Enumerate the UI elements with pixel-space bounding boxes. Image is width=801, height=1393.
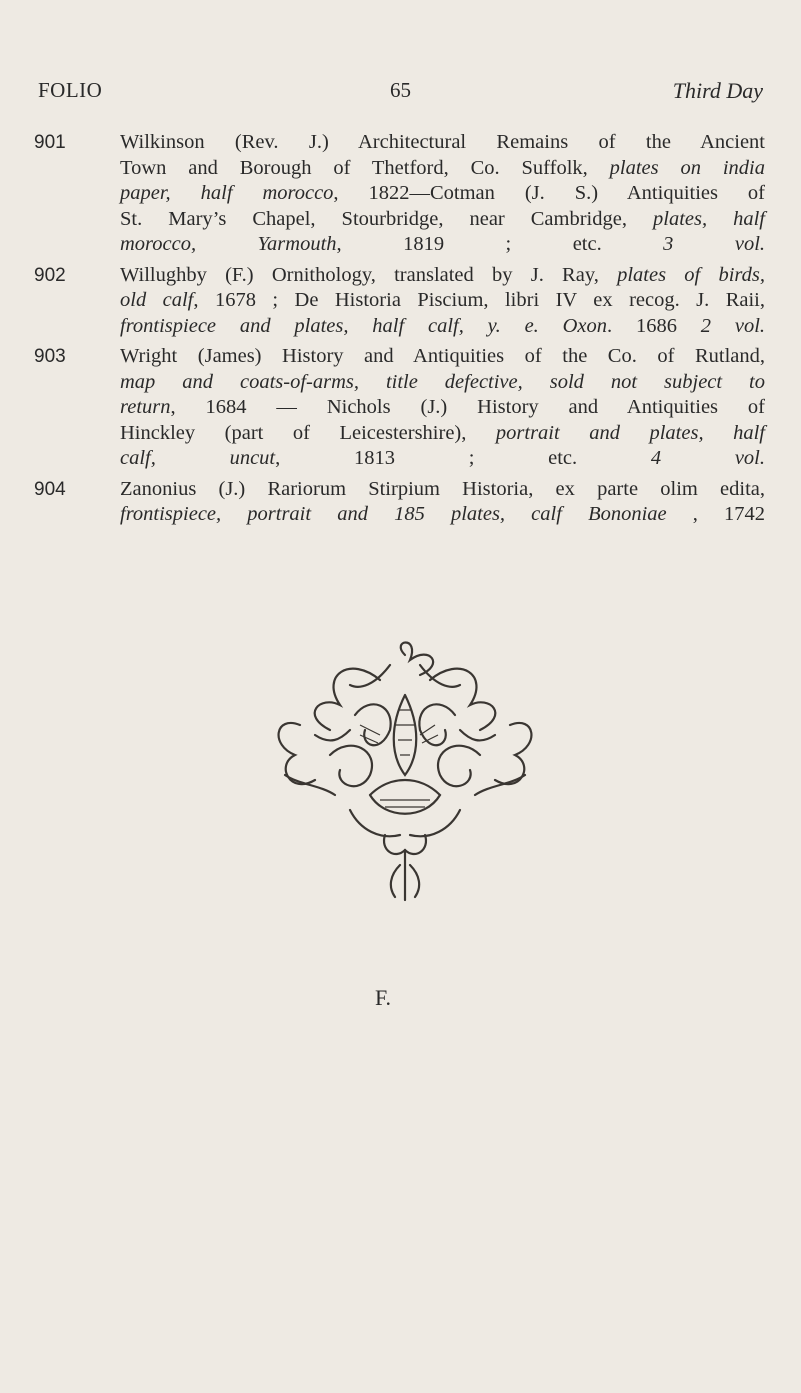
text-segment: Willughby (F.) Ornithology, translated by J. Ray,: [120, 263, 618, 286]
lot-text-line: [120, 232, 765, 258]
text-segment: frontispiece and plates, half calf, y. e. Oxon: [120, 314, 608, 337]
text-segment: Wright (James) History and Antiquities of the Co. of Rutland,: [120, 345, 765, 367]
text-segment: , 1684 — Nichols (J.) History and Antiquities of: [170, 396, 765, 418]
text-segment: Hinckley (part of Leicestershire),: [120, 421, 496, 444]
text-segment: 3 vol.: [663, 233, 766, 255]
text-segment: , 1678 ; De Historia Piscium, libri IV ex recog. J. Raii,: [193, 289, 766, 311]
text-segment: , 1822—Cotman (J. S.) Antiquities of: [333, 182, 765, 204]
text-segment: return: [120, 396, 171, 418]
lot-number: 904: [34, 478, 66, 500]
lot-text-line: [120, 288, 765, 314]
lot-number: 902: [34, 264, 66, 286]
lot-text-line: [120, 446, 765, 472]
lot-text-line: [120, 156, 765, 182]
lot-entries: [34, 130, 765, 533]
text-segment: plates, half: [653, 207, 765, 230]
lot-entry: [34, 477, 765, 528]
text-segment: calf, uncut: [120, 447, 276, 469]
text-segment: , 1742: [692, 503, 766, 525]
text-segment: 2 vol.: [700, 314, 766, 337]
lot-text-line: [120, 421, 765, 447]
text-segment: . 1686: [607, 314, 677, 337]
header-folio: FOLIO: [38, 78, 103, 102]
text-segment: Town and Borough of Thetford, Co. Suffolk,: [120, 156, 610, 179]
page-number: 65: [390, 78, 411, 102]
lot-text-line: [120, 130, 765, 156]
lot-text-line: [120, 477, 765, 503]
lot-text-line: [120, 370, 765, 396]
lot-text-line: [120, 207, 765, 233]
text-segment: old calf: [120, 289, 194, 311]
text-segment: morocco, Yarmouth: [120, 233, 337, 255]
text-segment: plates of birds,: [617, 263, 765, 286]
text-segment: , 1813 ; etc.: [275, 447, 578, 469]
text-segment: paper, half morocco: [120, 182, 334, 204]
lot-text-line: [120, 395, 765, 421]
lot-text-line: [120, 314, 765, 340]
text-segment: Bononiae: [588, 503, 667, 525]
lot-entry: [34, 130, 765, 258]
text-segment: , 1819 ; etc.: [336, 233, 602, 255]
text-segment: plates on india: [609, 156, 765, 179]
lot-text-line: [120, 181, 765, 207]
header-day: Third Day: [672, 78, 763, 103]
text-segment: portrait and plates, half: [495, 421, 765, 444]
lot-number: 901: [34, 132, 66, 153]
lot-number: 903: [34, 346, 66, 367]
lot-entry: [34, 344, 765, 472]
page-header: [38, 78, 763, 110]
lot-text-line: [120, 344, 765, 370]
text-segment: 4 vol.: [650, 447, 765, 469]
lot-text-line: [120, 263, 765, 289]
text-segment: St. Mary’s Chapel, Stourbridge, near Cambridge,: [120, 207, 653, 230]
text-segment: frontispiece, portrait and 185 plates, calf: [120, 503, 562, 525]
lot-entry: [34, 263, 765, 340]
text-segment: Zanonius (J.) Rariorum Stirpium Historia, ex parte olim edita,: [120, 477, 765, 500]
signature-mark: F.: [375, 985, 391, 1010]
text-segment: map and coats-of-arms, title defective, sold not subject to: [120, 370, 765, 393]
text-segment: Wilkinson (Rev. J.) Architectural Remains of the Ancient: [120, 131, 765, 153]
lot-text-line: [120, 502, 765, 528]
floral-ornament: [260, 635, 550, 905]
